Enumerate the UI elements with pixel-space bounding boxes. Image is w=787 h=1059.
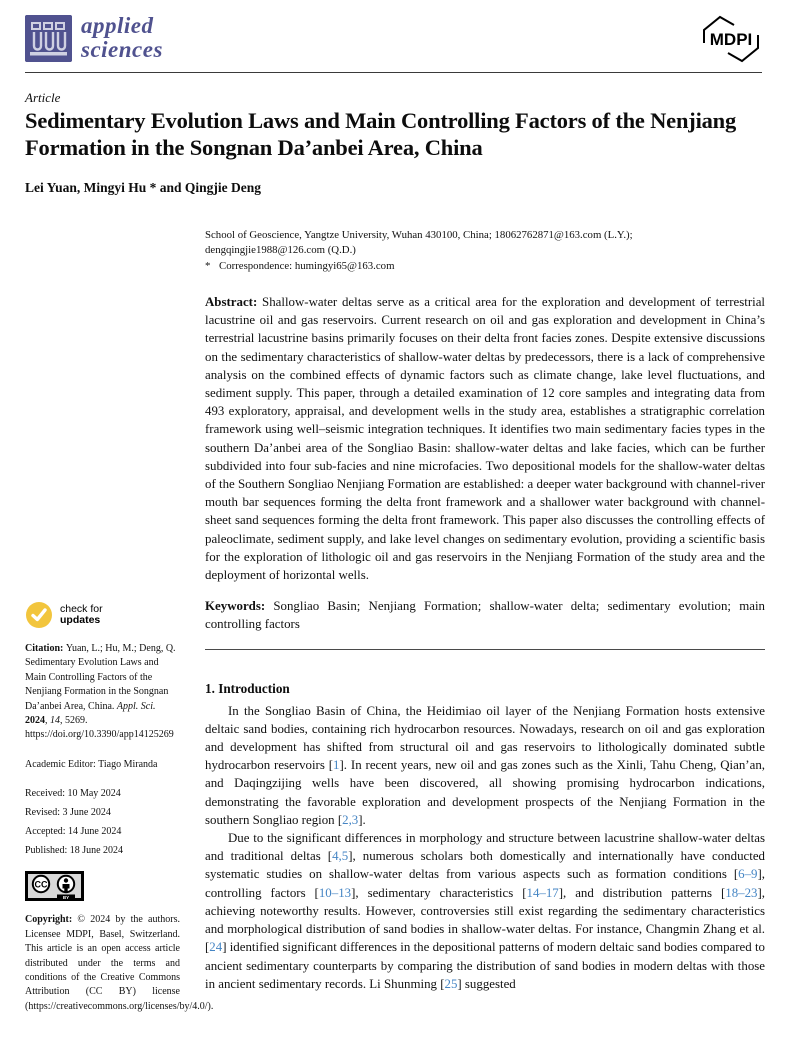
cc-text: CC <box>34 879 48 890</box>
text-segment: Citation: <box>25 643 66 654</box>
correspondence-text[interactable]: Correspondence: humingyi65@163.com <box>219 260 395 272</box>
keywords-divider <box>205 649 765 650</box>
academic-editor: Academic Editor: Tiago Miranda <box>25 758 158 770</box>
check-for-updates-line1: check for <box>60 603 103 615</box>
check-for-updates-button[interactable] <box>25 601 180 629</box>
text-segment: © 2024 by the authors. Licensee MDPI, Basel, Switzerland. This article is an open access article distributed under the terms and conditions of the Creative Commons Attribution (CC BY) license (https://creativecommons.org/licenses/by/4.0/). <box>25 914 214 1012</box>
applied-sciences-icon <box>25 15 72 62</box>
text-segment: 14 <box>50 715 60 727</box>
text-segment: Copyright: <box>25 914 78 926</box>
by-text: BY <box>62 895 70 901</box>
correspondence-marker: * <box>205 260 211 272</box>
page-header <box>25 14 762 62</box>
text-segment: ], numerous scholars both domestically and internationally have conducted systematic studies on shallow-water deltas from various aspects such as formation conditions [ <box>205 849 765 882</box>
article-authors: Lei Yuan, Mingyi Hu * and Qingjie Deng <box>25 180 262 195</box>
citation-ref[interactable]: 10–13 <box>318 885 352 900</box>
revised-date: Revised: 3 June 2024 <box>25 807 111 819</box>
text-segment: https://doi.org/10.3390/app14125269 <box>25 729 174 741</box>
text-segment: Songliao Basin; Nenjiang Formation; shallow-water delta; sedimentary evolution; main controlling factors <box>205 599 765 632</box>
main-column <box>205 228 765 993</box>
text-segment: Appl. Sci. <box>116 700 156 712</box>
journal-logo[interactable] <box>25 14 762 62</box>
text-segment: ], sedimentary characteristics [ <box>351 885 527 900</box>
published-date: Published: 18 June 2024 <box>25 844 124 856</box>
sidebar-meta-column <box>25 601 214 1014</box>
abstract <box>205 293 765 584</box>
check-for-updates-line2: updates <box>60 614 101 626</box>
journal-name-line1: applied <box>81 13 154 38</box>
text-segment: ], controlling factors [ <box>205 867 765 900</box>
text-segment: In the Songliao Basin of China, the Heidimiao oil layer of the Nenjiang Formation hosts extensive deltaic sand bodies, containing rich hydrocarbon resources. Nowadays, research on oil and gas exploration and development has shifted from structural oil and gas reservoirs to lithologically dominated subtle hydrocarbon reservoirs [ <box>205 703 765 773</box>
affiliation-line-2: dengqingjie1988@126.com (Q.D.) <box>205 244 356 256</box>
citation-ref[interactable]: 24 <box>209 940 223 955</box>
text-segment: 2024 <box>25 715 45 727</box>
cc-by-license-badge[interactable] <box>25 871 84 901</box>
correspondence-line <box>205 259 765 274</box>
article-type-label: Article <box>25 90 61 105</box>
article-history <box>25 787 180 858</box>
text-segment: Due to the significant differences in morphology and structure between lacustrine shallow-water deltas and traditional deltas [ <box>205 831 765 864</box>
check-circle-icon <box>25 601 53 629</box>
journal-name-line2: sciences <box>81 37 163 62</box>
copyright-notice <box>25 913 214 1014</box>
citation-ref[interactable]: 4,5 <box>332 849 349 864</box>
text-segment: ] identified significant differences in the depositional patterns of modern deltaic sand bodies compared to ancient sedimentary counterparts by comparing the distribution of sand bodies in modern deltas with those in ancient sedimentary records. Li Shunming [ <box>205 940 765 991</box>
text-segment: Keywords: <box>205 599 274 614</box>
text-segment: ]. <box>358 812 366 827</box>
section-heading-introduction: 1. Introduction <box>205 680 290 696</box>
intro-paragraph-1 <box>205 702 765 829</box>
citation-ref[interactable]: 6–9 <box>738 867 758 882</box>
text-segment: Shallow-water deltas serve as a critical area for the exploration and development of terrestrial lacustrine oil and gas reservoirs. Current research on oil and gas exploration and development in China’s terrestrial lacustrine basins primarily focuses on their delta front facies zones. Despite extensive discussions on the sedimentary characteristics of shallow-water deltas by predecessors, there is a lack of comprehensive analysis on the combined effects of dynamic factors such as climate change, lake level fluctuations, and sediment supply. This paper, through a detailed examination of 12 core samples and integrating data from 493 exploratory, appraisal, and development wells in the study area, establishes a stratigraphic correlation framework using well–seismic integration techniques. It identifies two main sedimentary facies types in the southern Da’anbei area of the Songliao Basin: shallow-water deltas and lake facies, which can be further subdivided into four sub-facies and nine microfacies. Two depositional models for the shallow-water deltas of the Southern Songliao Nenjiang Formation are established: a deeper water background with channel-river mouth bar sequences forming the delta front framework and a shallower water background with channel-sheet sand sequences forming the delta front framework. This paper also discusses the controlling effects of paleoclimate, sediment supply, and lake level changes on sedimentary evolution, providing a scientific basis for the exploration of lithologic oil and gas reservoirs in the Nenjiang Formation of the study area and the deployment of horizontal wells. <box>205 295 766 583</box>
accepted-date: Accepted: 14 June 2024 <box>25 826 122 838</box>
text-segment: ]. In recent years, new oil and gas zones such as the Xinli, Tahu Cheng, Qian’an, and Daqingzijing wells have been discovered, all showing promising hydrocarbon indications, demonstrating the favorable exploration and development prospects of the Nenjiang Formation in the southern Songliao region [ <box>205 758 765 827</box>
text-segment: Yuan, L.; Hu, M.; Deng, Q. Sedimentary Evolution Laws and Main Controlling Factors of the Nenjiang Formation in the Songnan Da’anbei Area, China. <box>25 643 176 712</box>
keywords <box>205 597 765 633</box>
text-segment: , <box>45 715 50 727</box>
text-segment: ] suggested <box>457 976 516 991</box>
article-title: Sedimentary Evolution Laws and Main Controlling Factors of the Nenjiang Formation in the Songnan Da’anbei Area, China <box>25 108 737 160</box>
text-segment: Abstract: <box>205 295 263 309</box>
text-segment: ], achieving noteworthy results. However, controversies still exist regarding the sedimentary characteristics and morphological distribution of sand bodies in shallow-water deltas. For instance, Changmin Zhang et al. [ <box>205 885 765 955</box>
affiliation-line-1: School of Geoscience, Yangtze University, Wuhan 430100, China; 18062762871@163.com (L.Y.); <box>205 229 633 241</box>
citation-ref[interactable]: 25 <box>444 976 458 991</box>
mdpi-logo[interactable] <box>700 14 762 64</box>
intro-paragraph-2 <box>205 829 765 993</box>
text-segment: ], and distribution patterns [ <box>558 885 726 900</box>
header-divider <box>25 72 762 73</box>
citation-info <box>25 642 180 743</box>
citation-ref[interactable]: 2,3 <box>342 812 359 827</box>
citation-ref[interactable]: 1 <box>333 758 340 773</box>
check-for-updates-label <box>60 604 103 626</box>
citation-ref[interactable]: 14–17 <box>526 885 559 900</box>
journal-name <box>81 14 163 62</box>
citation-ref[interactable]: 18–23 <box>725 885 758 900</box>
received-date: Received: 10 May 2024 <box>25 788 121 800</box>
text-segment: , 5269. <box>60 715 88 727</box>
mdpi-logo-text: MDPI <box>709 30 753 49</box>
